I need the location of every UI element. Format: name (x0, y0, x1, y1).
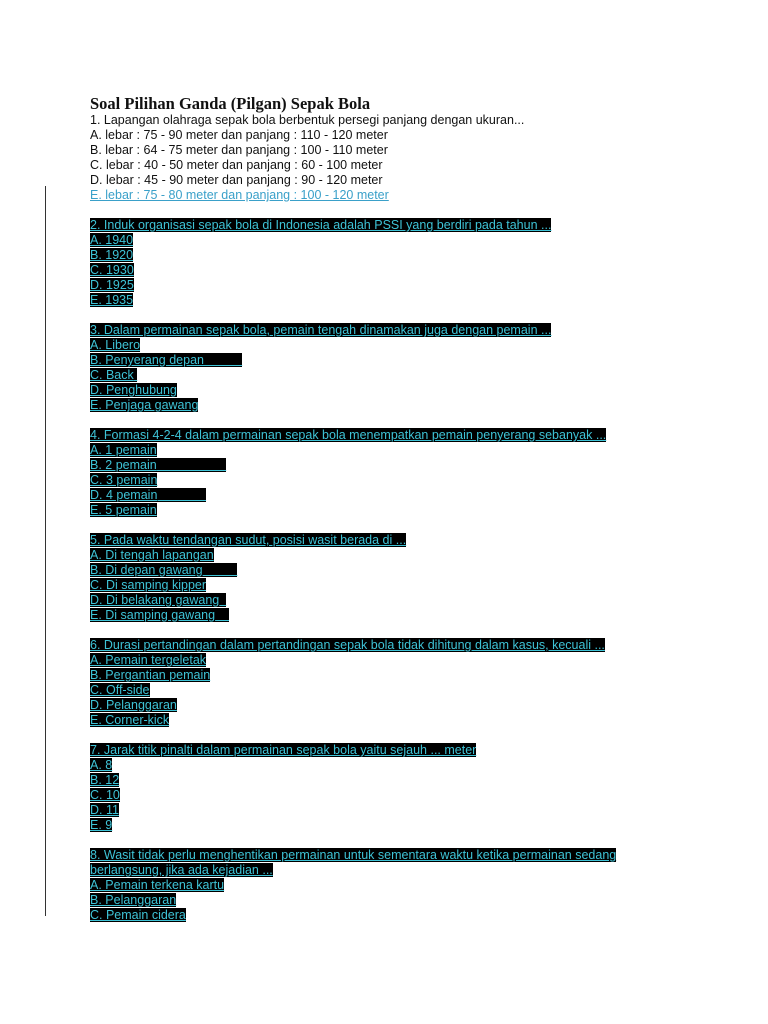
question-4-option-e[interactable]: E. 5 pemain (90, 503, 157, 517)
question-7-option-e[interactable]: E. 9 (90, 818, 113, 832)
question-6-option-c[interactable]: C. Off-side (90, 683, 150, 697)
question-1-option-a: A. lebar : 75 - 90 meter dan panjang : 110 - 120 meter (90, 128, 388, 142)
question-3-text[interactable]: 3. Dalam permainan sepak bola, pemain tengah dinamakan juga dengan pemain ... (90, 323, 552, 337)
question-8-option-c[interactable]: C. Pemain cidera (90, 908, 186, 922)
question-3-option-a[interactable]: A. Libero (90, 338, 141, 352)
question-1-option-d: D. lebar : 45 - 90 meter dan panjang : 90 - 120 meter (90, 173, 383, 187)
question-3-option-c[interactable]: C. Back (90, 368, 134, 382)
question-6-option-b[interactable]: B. Pergantian pemain (90, 668, 211, 682)
page-title: Soal Pilihan Ganda (Pilgan) Sepak Bola (90, 94, 371, 113)
question-4-option-a[interactable]: A. 1 pemain (90, 443, 157, 457)
question-7-option-a[interactable]: A. 8 (90, 758, 113, 772)
highlight-tail (219, 593, 226, 607)
question-1 (90, 113, 650, 203)
question-3 (90, 323, 650, 413)
highlight-tail (215, 608, 229, 622)
question-2-option-a[interactable]: A. 1940 (90, 233, 134, 247)
highlight-tail (157, 458, 226, 472)
question-5 (90, 533, 650, 623)
question-3-option-d[interactable]: D. Penghubung (90, 383, 177, 397)
question-7 (90, 743, 650, 833)
question-7-option-d[interactable]: D. 11 (90, 803, 119, 817)
question-6 (90, 638, 650, 728)
question-6-option-e[interactable]: E. Corner-kick (90, 713, 170, 727)
question-5-option-e[interactable]: E. Di samping gawang (90, 608, 216, 622)
question-2-option-d[interactable]: D. 1925 (90, 278, 134, 292)
question-5-option-a[interactable]: A. Di tengah lapangan (90, 548, 214, 562)
question-3-option-e[interactable]: E. Penjaga gawang (90, 398, 199, 412)
question-4-option-c[interactable]: C. 3 pemain (90, 473, 158, 487)
question-5-text[interactable]: 5. Pada waktu tendangan sudut, posisi wasit berada di ... (90, 533, 407, 547)
question-4-option-d[interactable]: D. 4 pemain (90, 488, 158, 502)
highlight-tail (134, 368, 137, 382)
question-3-option-b[interactable]: B. Penyerang depan (90, 353, 204, 367)
question-4-text[interactable]: 4. Formasi 4-2-4 dalam permainan sepak bola menempatkan pemain penyerang sebanyak ... (90, 428, 607, 442)
highlight-tail (203, 563, 238, 577)
question-1-option-b: B. lebar : 64 - 75 meter dan panjang : 100 - 110 meter (90, 143, 388, 157)
question-6-option-d[interactable]: D. Pelanggaran (90, 698, 177, 712)
question-1-option-e-link[interactable]: E. lebar : 75 - 80 meter dan panjang : 100 - 120 meter (90, 188, 389, 202)
highlight-tail (157, 488, 206, 502)
question-2 (90, 218, 650, 308)
document-body (90, 94, 650, 923)
question-8-option-a[interactable]: A. Pemain terkena kartu (90, 878, 225, 892)
question-5-option-c[interactable]: C. Di samping kipper (90, 578, 207, 592)
question-8-text[interactable]: 8. Wasit tidak perlu menghentikan permainan untuk sementara waktu ketika permainan sedang berlangsung, jika ada kejadian ... (90, 848, 617, 877)
highlight-tail (204, 353, 242, 367)
question-7-text[interactable]: 7. Jarak titik pinalti dalam permainan sepak bola yaitu sejauh ... meter (90, 743, 477, 757)
question-4 (90, 428, 650, 518)
question-8-option-b[interactable]: B. Pelanggaran (90, 893, 177, 907)
question-5-option-b[interactable]: B. Di depan gawang (90, 563, 203, 577)
question-1-text: 1. Lapangan olahraga sepak bola berbentuk persegi panjang dengan ukuran... (90, 113, 525, 127)
question-6-option-a[interactable]: A. Pemain tergeletak (90, 653, 207, 667)
question-2-text[interactable]: 2. Induk organisasi sepak bola di Indonesia adalah PSSI yang berdiri pada tahun ... (90, 218, 552, 232)
question-6-text[interactable]: 6. Durasi pertandingan dalam pertandingan sepak bola tidak dihitung dalam kasus, kecuali ... (90, 638, 605, 652)
question-2-option-c[interactable]: C. 1930 (90, 263, 134, 277)
question-8 (90, 848, 650, 923)
question-4-option-b[interactable]: B. 2 pemain (90, 458, 157, 472)
question-2-option-e[interactable]: E. 1935 (90, 293, 134, 307)
page-margin-line (45, 186, 46, 916)
question-5-option-d[interactable]: D. Di belakang gawang (90, 593, 220, 607)
question-7-option-c[interactable]: C. 10 (90, 788, 120, 802)
question-1-option-c: C. lebar : 40 - 50 meter dan panjang : 60 - 100 meter (90, 158, 383, 172)
question-7-option-b[interactable]: B. 12 (90, 773, 120, 787)
question-2-option-b[interactable]: B. 1920 (90, 248, 134, 262)
